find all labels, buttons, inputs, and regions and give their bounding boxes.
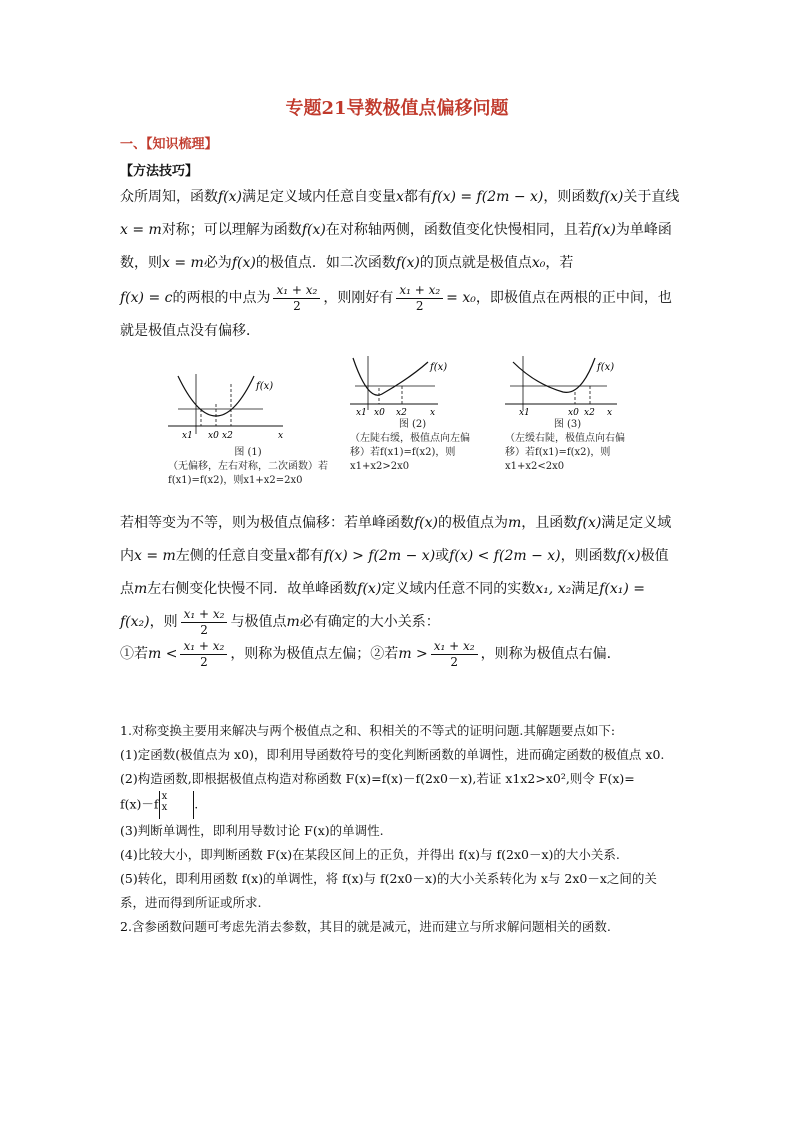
list-item: 1.对称变换主要用来解决与两个极值点之和、积相关的不等式的证明问题.其解题要点如下: bbox=[120, 723, 616, 738]
figure-2-desc: （左陡右缓，极值点向左偏移）若f(x1)=f(x2)，则x1+x2>2x0 bbox=[350, 433, 470, 472]
figure-3-graph bbox=[505, 356, 630, 418]
figure-1 bbox=[168, 374, 328, 488]
paragraph-left-right: ①若m < $\frac{\text{x₁ + x₂}}{2}$ ，则称为极值点左偏；②若m > $\frac{\text{x₁ + x₂}}{2}$ ，则称为极值点右偏. bbox=[120, 638, 612, 669]
figure-2-caption: 图 (2) bbox=[398, 419, 427, 430]
paragraph-offset: 若相等变为不等，则为极值点偏移：若单峰函数f(x)的极值点为m，且函数f(x)满足定义域内x = m左侧的任意自变量x都有f(x) > f(2m − x)或f(x) < f(2m − x)，则函数f(x)极值点m左右侧变化快慢不同．故单峰函数f(x)定义域内任意不同的实数x₁, x₂满足f(x₁) = f(x₂)，则 $\frac{\text{x₁ + x₂}}{2}$ 与极值点m必有确定的大小关系： bbox=[120, 515, 672, 637]
paragraph-symmetry: 众所周知，函数f(x)满足定义域内任意自变量x都有f(x) = f(2m − x)，则函数f(x)关于直线x = m对称；可以理解为函数f(x)在对称轴两侧，函数值变化快慢相同，且若f(x)为单峰函数，则x = m必为f(x)的极值点．如二次函数f(x)的顶点就是极值点x₀，若 bbox=[120, 189, 680, 271]
section-heading-knowledge: 一、【知识梳理】 bbox=[120, 137, 218, 152]
fig2-tick-x0: x0 bbox=[374, 408, 385, 418]
figure-3-desc: （左缓右陡，极值点向右偏移）若f(x1)=f(x2)，则x1+x2<2x0 bbox=[505, 433, 625, 472]
fig1-tick-x1: x1 bbox=[182, 431, 193, 441]
fig1-tick-x0: x0 bbox=[208, 431, 219, 441]
fig3-tick-x1: x1 bbox=[519, 408, 530, 418]
page-title: 专题21导数极值点偏移问题 bbox=[285, 98, 509, 119]
list-item: 2.含参函数问题可考虑先消去参数，其目的就是减元，进而建立与所求解问题相关的函数. bbox=[120, 919, 611, 934]
figure-group bbox=[160, 356, 640, 504]
fraction-right: $\frac{\text{x₁ + x₂}}{2}$ bbox=[431, 639, 478, 670]
figure-1-caption: 图 (1) bbox=[234, 447, 262, 458]
figure-2-graph bbox=[350, 356, 475, 418]
fig2-tick-x: x bbox=[430, 408, 436, 418]
list-item: (1)定函数(极值点为 x0)，即利用导函数符号的变化判断函数的单调性，进而确定函数的极值点 x0. bbox=[120, 747, 665, 762]
fig3-tick-x: x bbox=[607, 408, 613, 418]
paragraph-midpoint: f(x) = c的两根的中点为 $\frac{\text{x₁ + x₂}}{2}$ ，则刚好有 $\frac{\text{x₁ + x₂}}{2}$ = x₀，即极值点在两根的正中间，也就是极值点没有偏移． bbox=[120, 282, 672, 339]
figure-1-desc: （无偏移，左右对称，二次函数）若f(x1)=f(x2)，则x1+x2=2x0 bbox=[168, 461, 328, 486]
fig2-fx-label: f(x) bbox=[430, 362, 448, 373]
figure-1-graph bbox=[168, 374, 328, 446]
fraction-midpoint-2: $\frac{\text{x₁ + x₂}}{2}$ bbox=[396, 283, 443, 314]
list-item: (4)比较大小，即判断函数 F(x)在某段区间上的正负，并得出 f(x)与 f(2x0－x)的大小关系. bbox=[120, 847, 620, 862]
fraction-offset: $\frac{\text{x₁ + x₂}}{2}$ bbox=[181, 607, 228, 638]
method-list bbox=[120, 719, 680, 939]
fig3-fx-label: f(x) bbox=[597, 362, 615, 373]
section-heading-methods: 【方法技巧】 bbox=[120, 164, 199, 179]
fig2-tick-x2: x2 bbox=[396, 408, 407, 418]
fig3-tick-x0: x0 bbox=[568, 408, 579, 418]
fig3-tick-x2: x2 bbox=[584, 408, 595, 418]
list-item: (5)转化，即利用函数 f(x)的单调性，将 f(x)与 f(2x0－x)的大小关系转化为 x与 2x0－x之间的关系，进而得到所证或所求. bbox=[120, 871, 657, 910]
figure-3-caption: 图 (3) bbox=[553, 419, 582, 430]
bracket-expr: x x bbox=[159, 791, 195, 819]
list-item: (2)构造函数,即根据极值点构造对称函数 F(x)=f(x)－f(2x0－x),若证 x1x2>x0²,则令 F(x)= f(x)－f x x . bbox=[120, 767, 680, 819]
fig2-tick-x1: x1 bbox=[356, 408, 367, 418]
fraction-midpoint: $\frac{\text{x₁ + x₂}}{2}$ bbox=[273, 283, 320, 314]
fig1-fx-label: f(x) bbox=[256, 381, 274, 392]
figure-2 bbox=[350, 356, 475, 474]
fraction-left: $\frac{\text{x₁ + x₂}}{2}$ bbox=[180, 639, 227, 670]
fig1-tick-x: x bbox=[278, 431, 284, 441]
list-item: (3)判断单调性，即利用导数讨论 F(x)的单调性. bbox=[120, 823, 384, 838]
figure-3 bbox=[505, 356, 630, 474]
fig1-tick-x2: x2 bbox=[222, 431, 233, 441]
